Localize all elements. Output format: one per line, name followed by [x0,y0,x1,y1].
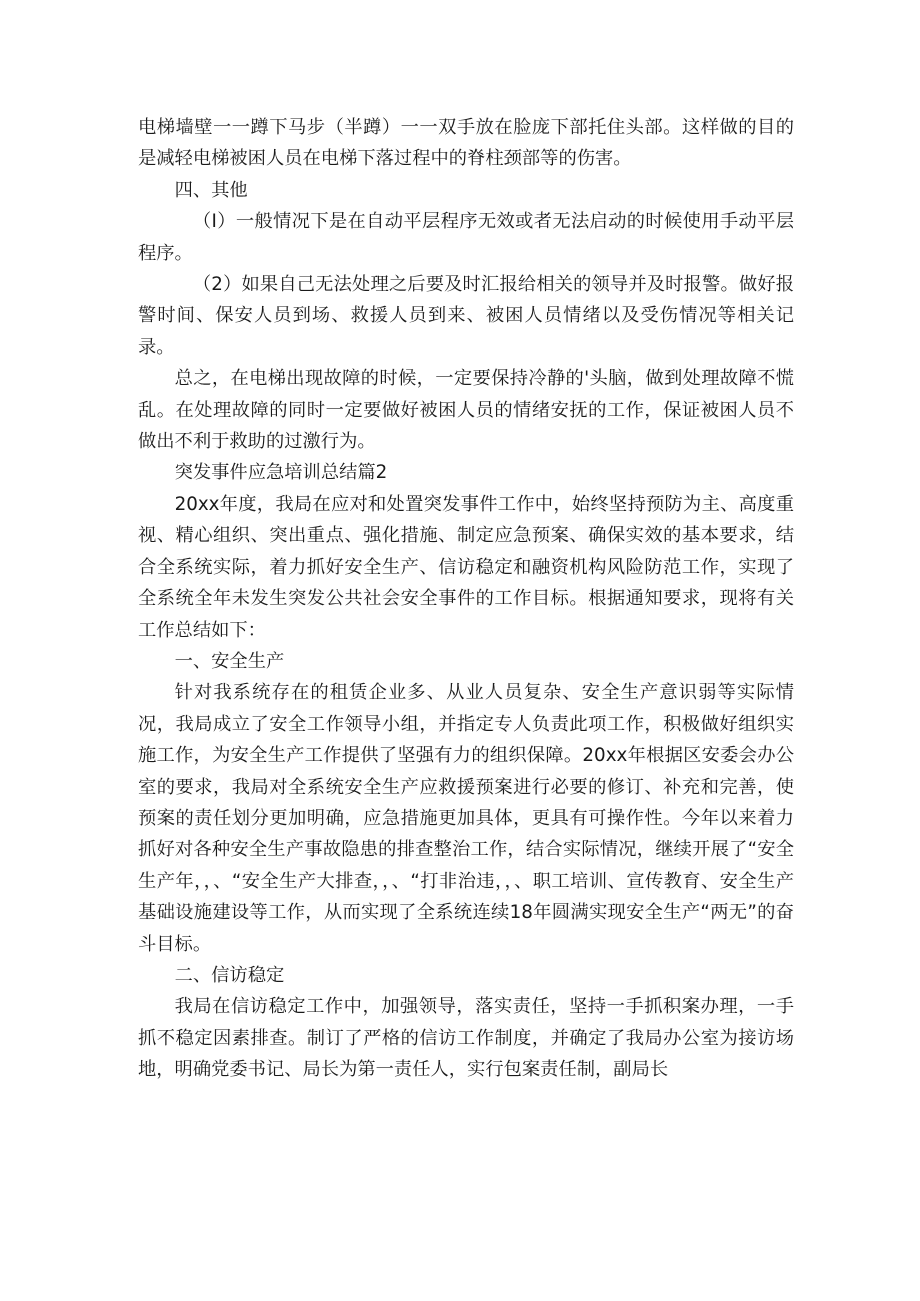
paragraph-intro: 20xx年度，我局在应对和处置突发事件工作中，始终坚持预防为主、高度重视、精心组织、突出重点、强化措施、制定应急预案、确保实效的基本要求，结合全系统实际，着力抓好安全生产、信访稳定和融资机构风险防范工作，实现了全系统全年未发生突发公共社会安全事件的工作目标。根据通知要求，现将有关工作总结如下： [138,493,794,641]
paragraph-report-alarm: （2）如果自己无法处理之后要及时汇报给相关的领导并及时报警。做好报警时间、保安人员到场、救援人员到来、被困人员情绪以及受伤情况等相关记录。 [138,274,794,358]
paragraph-conclusion: 总之，在电梯出现故障的时候，一定要保持冷静的'头脑，做到处理故障不慌乱。在处理故障的同时一定要做好被困人员的情绪安抚的工作，保证被困人员不做出不利于救助的过激行为。 [138,368,794,453]
paragraph-elevator-posture: 电梯墙壁一一蹲下马步（半蹲）一一双手放在脸庞下部托住头部。这样做的目的是减轻电梯被困人员在电梯下落过程中的脊柱颈部等的伤害。 [138,117,794,170]
article-title: 突发事件应急培训总结篇2 [174,462,388,484]
paragraph-petition-stability: 我局在信访稳定工作中，加强领导，落实责任，坚持一手抓积案办理，一手抓不稳定因素排查。制订了严格的信访工作制度，并确定了我局办公室为接访场地，明确党委书记、局长为第一责任人，实行包案责任制，副局长 [138,996,794,1081]
section-heading-other: 四、其他 [174,179,248,201]
section-heading-petition: 二、信访稳定 [174,964,285,986]
paragraph-safety-production: 针对我系统存在的租赁企业多、从业人员复杂、安全生产意识弱等实际情况，我局成立了安全工作领导小组，并指定专人负责此项工作，积极做好组织实施工作，为安全生产工作提供了坚强有力的组织保障。20xx年根据区安委会办公室的要求，我局对全系统安全生产应救援预案进行必要的修订、补充和完善，使预案的责任划分更加明确，应急措施更加具体，更具有可操作性。今年以来着力抓好对各种安全生产事故隐患的排查整治工作，结合实际情况，继续开展了“安全生产年，，、“安全生产大排查，，、“打非治违，，、职工培训、宣传教育、安全生产基础设施建设等工作，从而实现了全系统连续18年圆满实现安全生产“两无”的奋斗目标。 [138,682,794,955]
section-heading-safety: 一、安全生产 [174,650,285,672]
paragraph-manual-leveling: （I）一般情况下是在自动平层程序无效或者无法启动的时候使用手动平层程序。 [138,211,794,264]
document-body [138,112,794,1086]
